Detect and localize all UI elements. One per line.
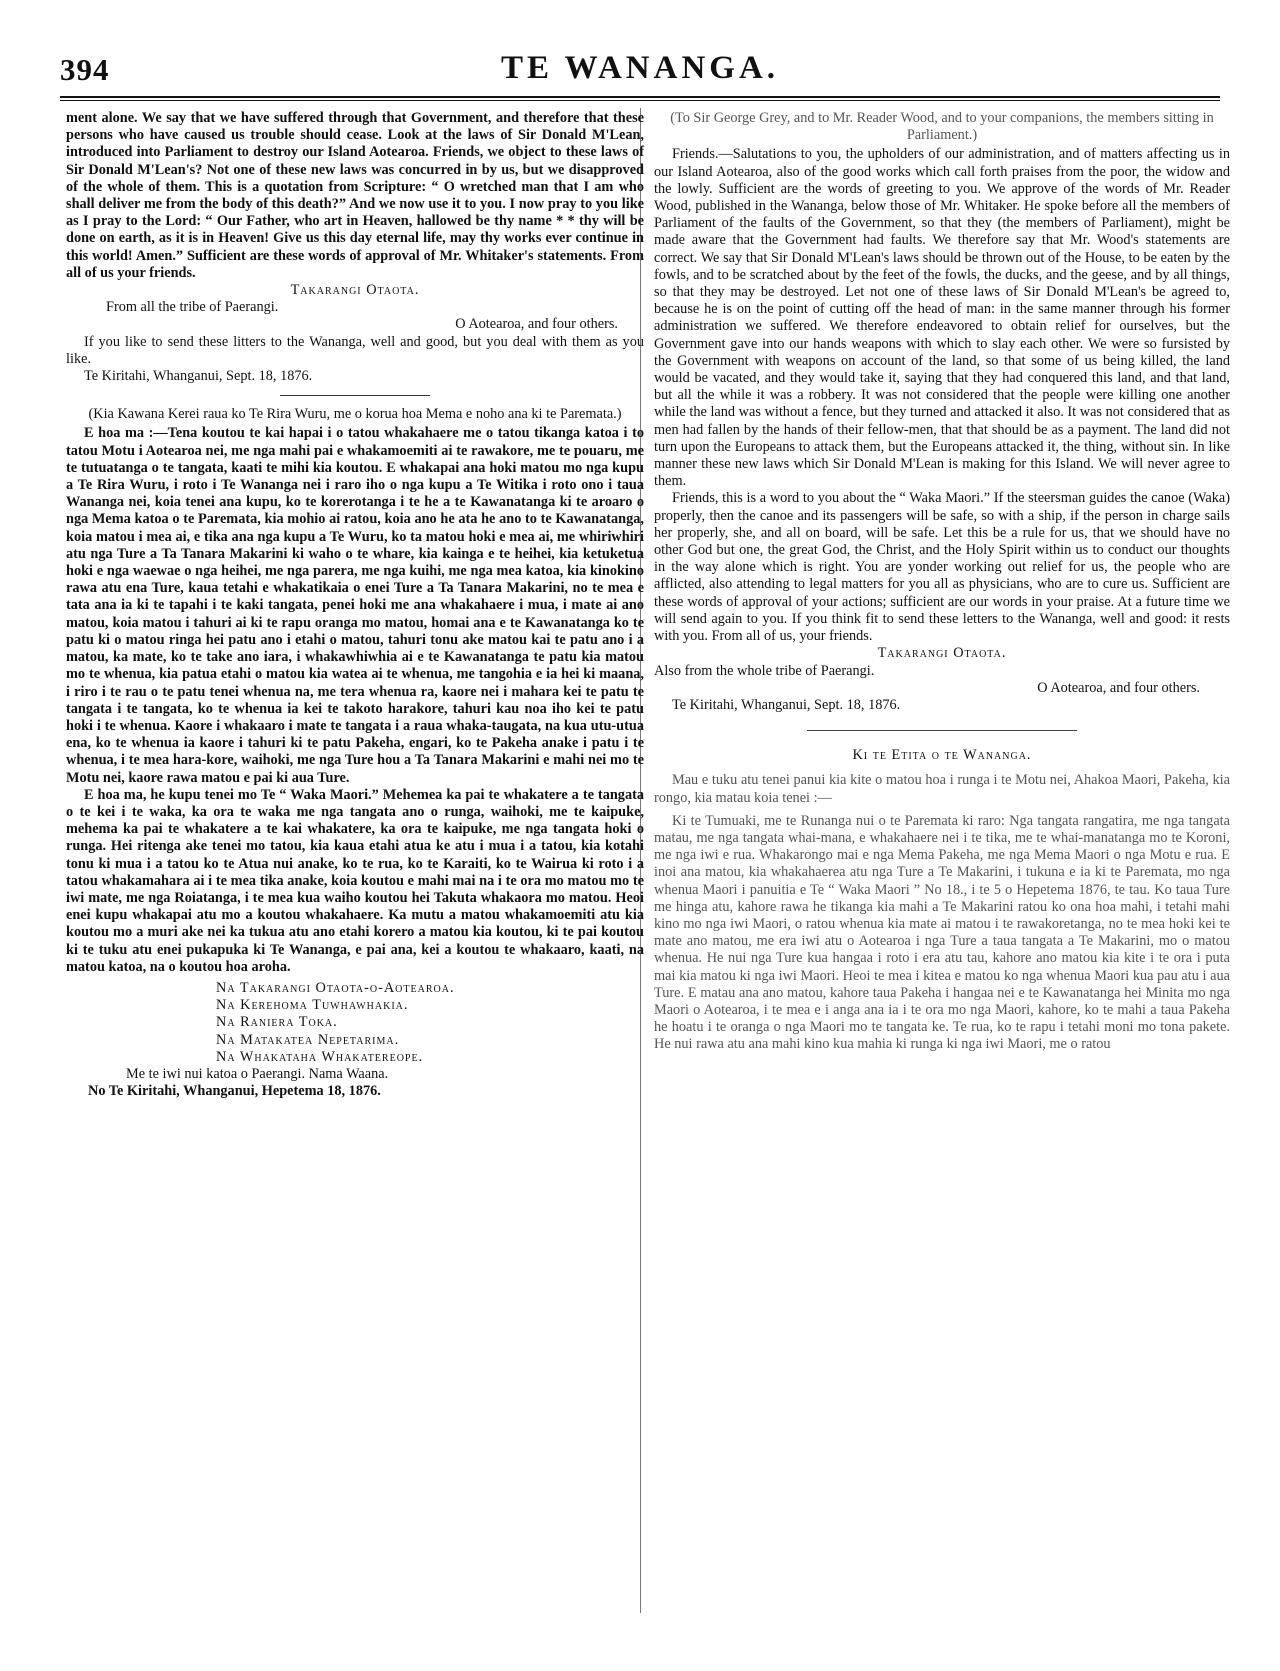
signature-others: O Aotearoa, and four others. <box>455 316 618 333</box>
left-column <box>66 110 644 1100</box>
editor-section-paragraph-1: Mau e tuku atu tenei panui kia kite o matou hoa i runga i te Motu nei, Ahakoa Maori, Pakeha, kia rongo, kia matau koia tenei :— <box>654 772 1230 806</box>
masthead-title: TE WANANGA. <box>500 50 780 86</box>
right-signature-name: Takarangi Otaota. <box>877 645 1007 662</box>
maori-letter-heading: (Kia Kawana Kerei raua ko Te Rira Wuru, me o korua hoa Mema e noho ana ki te Paremata.) <box>88 406 622 423</box>
signatory-5: Na Whakataha Whakatereope. <box>216 1048 424 1065</box>
header-rule <box>60 96 1220 98</box>
page-header <box>60 48 1220 92</box>
right-column <box>654 110 1230 1054</box>
dateline: Te Kiritahi, Whanganui, Sept. 18, 1876. <box>84 368 313 385</box>
signatory-1: Na Takarangi Otaota-o-Aotearoa. <box>216 979 455 996</box>
english-letter-continuation: ment alone. We say that we have suffered through that Government, and therefore that these persons who have caused us trouble should cease. Look at the laws of Sir Donald M'Lean, introduced into Parliament to destroy our Island Aotearoa. Friends, we object to these laws of Sir Donald M'Lean's? Not one of these new laws was concurred in by us, but we disapproved of the whole of them. This is a quotation from Scripture: “ O wretched man that I am who shall deliver me from the body of this death?” And we now use it to you. I now pray to you like as I pray to the Lord: “ Our Father, who art in Heaven, hallowed be thy name * * thy will be done on earth, as it is in Heaven! Give us this day eternal life, may thy works ever continue in this world! Amen.” Sufficient are these words of approval of Mr. Whitaker's statements. From all of us your friends. <box>66 110 644 281</box>
editor-note: If you like to send these litters to the Wananga, well and good, but you deal with them as you like. <box>66 333 644 367</box>
maori-letter-paragraph-1: E hoa ma :—Tena koutou te kai hapai i o tatou whakahaere me o tatou tikanga katoa i to tatou Motu i Aotearoa nei, me nga mahi pai e whakamoemiti ai te rawakore, me te pouaru, me te tutuatanga o te tangata, kaati te mihi kia koutou. E whakapai ana hoki matou mo nga kupu a Te Rira Wuru, i roto i Te Wananga nei i raro iho o nga kupu a Te Witika i roto ono i taua Wananga nei, koia tenei ana kupu, ko te korerotanga i te he a te Kawanatanga ki te aroaro o nga Mema katoa o te Paremata, kia mohio ai ratou, koia ano he ata he ano to te Kawanatanga, koia matou i mea ai, e tika ana nga kupu a Te Wuru, ko ta matou hoki e mea ai, me whiriwhiri atu nga Ture a Ta Tanara Makarini ki waho o te whare, kia kainga e te heihei, kia ketuketua hoki e nga waewae o nga heihei, me nga parera, me nga kuihi, me nga mea katoa, kia kinokino rawa atu ena Ture, kaua tetahi e whakatikaia o enei Ture a Ta Tanara Makarini, no te mea e tata ana ia ki te tapahi i te kaki tangata, penei hoki me ana whakahaere i mua, i mate ai ano matou, koia matou i tahuri ai ki te rapu oranga mo matou, homai ana e te Kawanatanga ko te patu ki o matou ringa hei patu ano i etahi o matou, tahuri tonu ake matou kai te patu ano i a matou, ka mate, ko te take ano iara, i whakawhiwhia ai e te Kawanatanga te patu kia matou mo te whenua, kia patua etahi o matou kia watea ai te whenua, me tangohia e ia hei ki maana, i riro i te rau o te patu tenei whenua na, me tera whenua ra, kaore nei i mahara kei te patu te tangata i te tangata, ko te whenua ia kei te takoto harakore, tahuri kau noa iho kei te patu hoki i te whenua. Kaore i whakaaro i mate te tangata i a raua whaka-taugata, na kua utu-utua ena, ko te whenua ia kaore i tahuri ki te patu Pakeha, engari, ko te Pakeha anake i patu i te whenua, i te mea hara-kore, waihoki, me nga Ture hou a Ta Tanara Makarini e mahi nei mo te Motu nei, kaore rawa matou e pai ki aua Ture. <box>66 425 644 786</box>
signature-name: Takarangi Otaota. <box>290 282 420 299</box>
maori-dateline: No Te Kiritahi, Whanganui, Hepetema 18, 1876. <box>88 1083 381 1100</box>
english-letter-paragraph-2: Friends, this is a word to you about the “ Waka Maori.” If the steersman guides the canoe (Waka) properly, then the canoe and its passengers will be safe, so with a ship, if the person in charge sails her properly, she, and all on board, will be safe. Let this be a rule for us, that we should have no other God but one, the great God, the Christ, and the Holy Spirit within us to conduct our thoughts in the way alone which is right. You are yonder working out relief for us, the people who are afflicted, also attending to legal matters for you all as physicians, who are to cure us. Sufficient are these words of approval of your actions; sufficient are our words in your praise. At a future time we will send again to you. If you think fit to send these letters to the Wananga, well and good: it rests with you. From all of us, your friends. <box>654 490 1230 645</box>
right-signature-tribe: Also from the whole tribe of Paerangi. <box>654 662 875 679</box>
editor-section-paragraph-2: Ki te Tumuaki, me te Runanga nui o te Paremata ki raro: Nga tangata rangatira, me nga tangata matau, me nga tangata whai-mana, e whakahaere nei i te tika, me te whai-manatanga mo te Koroni, me nga iwi e rua. Whakarongo mai e nga Mema Pakeha, me nga Mema Maori o nga Motu e rua. E inoi ana matou, kia whakahaerea atu nga Ture a Te Makarini, i tukuna e ia ki te Paremata, mo nga whenua Maori i panuitia e Te “ Waka Maori ” No 18., i te 5 o Hepetema 1876, te tau. Ko taua Ture me hinga atu, kahore rawa he tikanga kia mahi a Te Makarini ratou ko ona hoa mahi, i tetahi mahi kino mo nga iwi Maori, o ratou whenua kia mate ai matou i te rawakoretanga, no te mea hoki kei te mate ano matou, me era iwi atu o Aotearoa i nga Ture a taua tangata a Te Makarini, mo o matou whenua. He nui nga Ture kua hangaa i roto i era atu tau, kahore ano matou kia kite i te ora i puta mai kia matou ki nga iwi Maori. Heoi te mea i kitea e matou ko nga whenua Maori kua pau atu i aua Ture. E matau ana ano matou, kahore taua Pakeha i hangaa nei e te Kawanatanga hei Minita mo nga Maori o Aotearoa, i te mea e i anga ana ia i te ora mo nga Maori, kahore, ko te mahi a taua Pakeha he hoatu i te oranga o nga Maori mo te tangata ke. Te rua, ko te rapu i tetahi moni mo tona pakete. He nui rawa atu ana mahi kino kua mahia ki runga ki nga iwi Maori, me o ratou <box>654 812 1230 1053</box>
right-signature-others: O Aotearoa, and four others. <box>1037 679 1200 696</box>
section-rule <box>807 730 1077 731</box>
maori-letter-paragraph-2: E hoa ma, he kupu tenei mo Te “ Waka Maori.” Mehemea ka pai te whakatere a te tangata o te kei i te waka, ka ora te waka me nga tangata ano o runga, waihoki, me te kaipuke, mehema ka pai te whakatere a te kai whakatere, ka ora te kaipuke, me nga tangata hoki o runga. Hei ritenga ake tenei mo tatou, kia kaua etahi atua ke atu i mua i a tatou, kia kotahi tonu ki mua i a tatou ko te Atua nui anake, ko te rua, ko te Karaiti, ko te Wairua ki roto i a tatou whakamahara ai i te mea tika anake, koia koutou e mahi mai na i te ora mo matou mo te iwi mate, me nga Roiatanga, i te mea kua waiho koutou hei Takuta whakaora mo matou. Heoi enei kupu whakapai atu mo a koutou whakahaere. Ka mutu a matou whakamoemiti atu kia koutou mo a muri ake nei ka tukua atu ano etahi korero a matou kia koutou, ki te pai koutou ki te tuku atu enei pukapuka ki Te Wananga, e pai ana, kei a koutou te whakaaro, kaati, na matou katoa, na o koutou hoa aroha. <box>66 786 644 975</box>
signatory-2: Na Kerehoma Tuwhawhakia. <box>216 997 409 1014</box>
signatory-3: Na Raniera Toka. <box>216 1014 338 1031</box>
tribe-line: Me te iwi nui katoa o Paerangi. Nama Waana. <box>126 1065 389 1082</box>
separator-rule <box>280 395 430 396</box>
signature-tribe: From all the tribe of Paerangi. <box>106 299 279 316</box>
header-rule-thin <box>60 100 1220 101</box>
right-dateline: Te Kiritahi, Whanganui, Sept. 18, 1876. <box>672 696 901 713</box>
signatory-4: Na Matakatea Nepetarima. <box>216 1031 400 1048</box>
english-letter-heading: (To Sir George Grey, and to Mr. Reader Wood, and to your companions, the members sitting in Parliament.) <box>670 110 1214 144</box>
page-number: 394 <box>60 52 110 87</box>
english-letter-paragraph-1: Friends.—Salutations to you, the upholders of our administration, and of matters affecting us in our Island Aotearoa, also of the good works which call forth praises from the poor, the widow and the lowly. Sufficient are the words of greeting to you. We approve of the words of Mr. Reader Wood, published in the Wananga, below those of Mr. Whitaker. He spoke before all the members of Parliament of the faults of the Government, so that they (the members of Parliament), might be made aware that the Government had faults. We therefore say that Mr. Wood's statements are correct. We say that Sir Donald M'Lean's laws should be thrown out of the House, to be eaten by the fowls, and to be scratched about by the feet of the fowls, the ducks, and the geese, and by all things, so that they may be destroyed. Let not one of these laws of Sir Donald M'Lean's be agreed to, because he is on the point of cutting off the head of man: in the same manner through his former administration we suffered. We therefore endeavored to obtain relief for ourselves, but the Government gave into our hands weapons with which to slay each other. We were so fursisted by the Government with weapons on account of the land, so that some of us being killed, the land would be vacated, and they would take it, saying that they had conquered this land, and that land, but all the while it was a robbery. It was not considered that the people were killing one another while the land was without a fence, but they turned and attacked it also. It was not considered that as men had fallen by the hands of their fellow-men, that that should be as a payment. The land did not turn upon the Europeans to attack them, but the Europeans attacked it, the thing, without sin. In like manner these new laws which Sir Donald M'Lean is making for this Island. We will never agree to them. <box>654 146 1230 490</box>
editor-section-heading: Ki te Etita o te Wananga. <box>852 747 1032 764</box>
